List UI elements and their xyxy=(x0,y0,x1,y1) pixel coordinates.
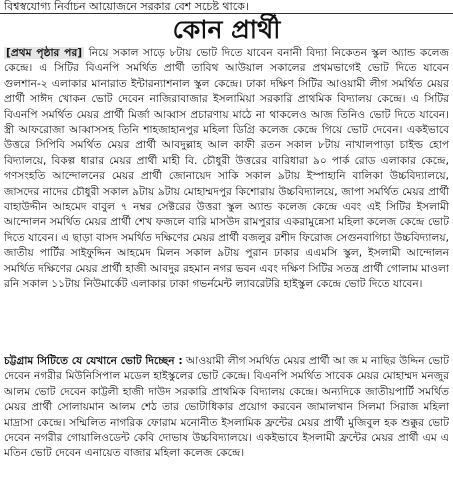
paragraph-1-text: নিয়ে সকাল সাড়ে ৮টায় ভোট দিতে যাবেন বনানী বিদ্যা নিকেতন স্কুল অ্যান্ড কলেজ কেন্দ্রে। এ সিটির বিএনপি সমর্থিত প্রার্থী তাবিথ আউয়াল সকালের প্রথমভাগেই ভোট দিতে যাবেন গুলশান-২ এলাকার মানারাত ইন্টারন্যাশনাল স্কুল কেন্দ্রে। ঢাকা দক্ষিণ সিটির আওয়ামী লীগ সমর্থিত মেয়র প্রার্থী সাঈদ খোকন ভোট দেবেন নাজিরাবাজার ইসলামিয়া সরকারি প্রাথমিক বিদ্যালয় কেন্দ্রে। এ সিটির বিএনপি সমর্থিত মেয়র প্রার্থী মির্জা আব্বাস প্রচারণায় মাঠে না থাকলেও আজ তিনিও ভোট দিতে যাবেন। স্ত্রী আফরোজা আব্বাসসহ তিনি শাহজাহানপুর মহিলা ডিগ্রি কলেজ কেন্দ্রে গিয়ে ভোট দেবেন। একইভাবে উত্তরে সিপিবি সমর্থিত মেয়র প্রার্থী আবদুল্লাহ আল কাফী রতন সকাল ৮টায় নাখালপাড়া চাইল্ড হোপ বিদ্যালয়ে, বিকল্প ধারার মেয়র প্রার্থী মাহী বি. চৌধুরী উত্তরের বারিধারা ৯০ পার্ক রোড এলাকার কেন্দ্রে, গণসংহতি আন্দোলনের মেয়র প্রার্থী জোনায়েদ সাকি সকাল ৯টায় ইস্পাহানি বালিকা উচ্চবিদ্যালয়ে, জাসদের নাদের চৌধুরী সকাল ৯টায় ৯টায় মোহাম্মদপুর কিশোরায় উচ্চবিদ্যালয়ে, জাপা সমর্থিত মেয়র প্রার্থী বাহাউদ্দীন আহমেদ বাবুল ৭ নম্বর সেক্টরের উত্তরা স্কুল অ্যান্ড কলেজ কেন্দ্রে এবং এই সিটির ইসলামী আন্দোলন সমর্থিত মেয়র প্রার্থী শেখ ফজলে বারি মাসউদ রামপুরার একরামুন্নেসা মহিলা কলেজ কেন্দ্রে ভোট দিতে যাবেন। এ ছাড়া বাসদ সমর্থিত দক্ষিণের মেয়র প্রার্থী বজলুর রশীদ ফিরোজ সেগুনবাগিচা উচ্চবিদ্যালয়, জাতীয় পার্টির সাইফুদ্দিন আহমেদ মিলন সকাল ৯টায় পুরান ঢাকার এএমসি স্কুল, ইসলামী আন্দোলন সমর্থিত দক্ষিণের মেয়র প্রার্থী হাজী আবদুর রহমান নগর ভবন এবং দক্ষিণ সিটির সতন্ত্র প্রার্থী গোলাম মাওলা রনি সকাল ১১টায় নিউমার্কেট এলাকার ঢাকা গভর্নমেন্ট ল্যাবরেটরি হাইস্কুল কেন্দ্রে ভোট দিতে যাবেন। xyxy=(4,47,449,291)
paragraph-2-text: আওয়ামী লীগ সমর্থিত মেয়র প্রার্থী আ জ ম নাছির উদ্দিন ভোট দেবেন নগরীর মিউনিসিপাল মডেল হাইস্কুলের ভোট কেন্দ্রে। বিএনপি সমর্থিত সাবেক মেয়র মোহাম্মদ মনজুর আলম ভোট দেবেন কাট্টলী হাজী দাউদ সরকারি প্রাথমিক বিদ্যালয় কেন্দ্রে। অন্যদিকে জাতীয়পার্টি সমর্থিত মেয়র প্রার্থী সোলায়মান আলম শেঠ তার ভোটাধিকার প্রয়োগ করবেন জামালখান সিলমা সিরাজ মহিলা মাদ্রাসা কেন্দ্রে। সম্মিলিত নাগরিক ফোরাম মনোনীত ইসলামিক ফ্রন্টের মেয়র প্রার্থী মুজিবুল হক শুক্কুর ভোট দেবেন নগরীর গোয়ালিওডেন্ট কেবি দোভাষ উচ্চবিদ্যালয়ে। একইভাবে ইসলামী ফ্রন্টের মেয়র প্রার্থী এম এ মতিন ভোট দেবেন এনায়েত বাজার মহিলা কলেজ কেন্দ্রে। xyxy=(4,355,449,460)
continued-from-kicker: [প্রথম পৃষ্ঠার পর] xyxy=(6,47,83,59)
article-paragraph-1 xyxy=(4,46,449,352)
headline: কোন প্রার্থী xyxy=(172,15,281,44)
previous-article-tail: বিশ্বস্বযোগ্য নির্বাচন আয়োজনে সরকার বেশ সচেষ্ট থাকে। xyxy=(4,0,249,13)
article-paragraph-2 xyxy=(4,354,449,489)
chittagong-subhead: চট্টগ্রাম সিটিতে যে যেখানে ভোট দিচ্ছেন : xyxy=(4,355,183,367)
